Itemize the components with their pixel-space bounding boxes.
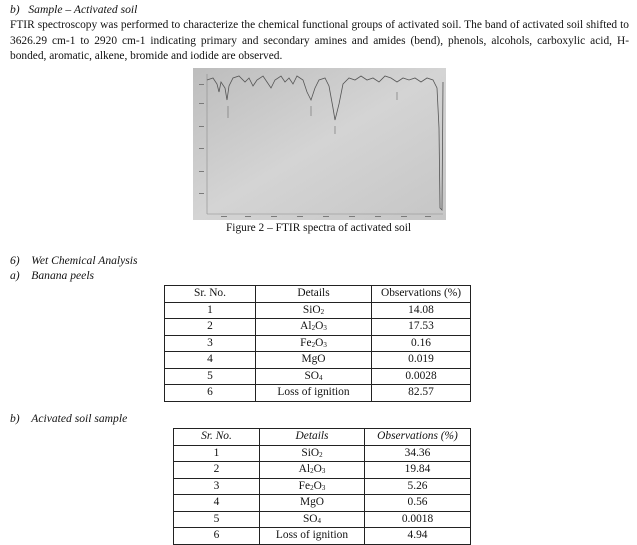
formula-subscript: 3 — [321, 467, 326, 476]
table-row — [174, 528, 471, 545]
ftir-spectrum-image — [193, 68, 446, 220]
table-row — [174, 445, 471, 462]
formula-text: O — [313, 479, 322, 492]
table-row — [165, 319, 471, 336]
table-row — [165, 352, 471, 369]
cell-details — [260, 462, 365, 479]
formula-text: Fe — [300, 336, 312, 349]
col-header-sr-no: Sr. No. — [174, 429, 260, 446]
section-heading-activated-soil-sample — [10, 412, 127, 425]
cell-observation: 17.53 — [372, 319, 471, 336]
formula-text: SO — [304, 369, 320, 382]
table-row — [174, 462, 471, 479]
cell-details — [260, 528, 365, 545]
section-heading-sample — [10, 3, 137, 16]
formula-text: Loss of ignition — [275, 529, 349, 542]
table-row — [174, 478, 471, 495]
formula-text: Al — [298, 463, 311, 476]
col-header-details: Details — [260, 429, 365, 446]
table-row — [165, 368, 471, 385]
cell-observation: 0.019 — [372, 352, 471, 369]
formula-text: SiO — [302, 303, 321, 316]
cell-sr-no: 2 — [165, 319, 256, 336]
table-row — [165, 335, 471, 352]
col-header-observations: Observations (%) — [372, 286, 471, 303]
cell-details — [260, 495, 365, 512]
section-number: b) — [10, 3, 20, 16]
formula-text: O — [313, 463, 322, 476]
cell-details — [260, 445, 365, 462]
cell-sr-no: 3 — [174, 478, 260, 495]
cell-sr-no: 2 — [174, 462, 260, 479]
formula-subscript: 3 — [321, 483, 326, 492]
cell-sr-no: 3 — [165, 335, 256, 352]
cell-observation: 5.26 — [365, 478, 471, 495]
formula-subscript: 4 — [317, 516, 322, 525]
formula-subscript: 2 — [320, 307, 325, 316]
table-row — [165, 302, 471, 319]
table-header-row — [165, 286, 471, 303]
section-heading-banana-peels — [10, 269, 94, 282]
cell-sr-no: 1 — [165, 302, 256, 319]
formula-subscript: 3 — [323, 324, 327, 333]
cell-observation: 82.57 — [372, 385, 471, 402]
cell-observation: 0.0028 — [372, 368, 471, 385]
section-title: Wet Chemical Analysis — [31, 254, 138, 267]
formula-text: MgO — [301, 353, 326, 366]
cell-observation: 14.08 — [372, 302, 471, 319]
cell-sr-no: 4 — [174, 495, 260, 512]
cell-details — [256, 385, 372, 402]
section-number: a) — [10, 269, 20, 282]
cell-observation: 4.94 — [365, 528, 471, 545]
cell-observation: 19.84 — [365, 462, 471, 479]
cell-sr-no: 1 — [174, 445, 260, 462]
ftir-paragraph: FTIR spectroscopy was performed to characterize the chemical functional groups of activated soil. The band of activated soil shifted to 3626.29 cm-1 to 2920 cm-1 indicating primary and secondary amines and amides (bend), phenols, alcohols, carboxylic acid, H-bonded, aromatic, alkene, bromide and iodide are observed. — [10, 19, 629, 62]
cell-observation: 0.0018 — [365, 511, 471, 528]
formula-text: Loss of ignition — [277, 386, 350, 399]
cell-details — [256, 352, 372, 369]
col-header-details: Details — [256, 286, 372, 303]
col-header-sr-no: Sr. No. — [165, 286, 256, 303]
formula-subscript: 2 — [311, 340, 316, 349]
formula-text: O — [315, 320, 324, 333]
cell-sr-no: 5 — [174, 511, 260, 528]
formula-subscript: 3 — [323, 340, 327, 349]
formula-text: O — [315, 336, 324, 349]
activated-soil-table — [173, 428, 471, 545]
cell-sr-no: 5 — [165, 368, 256, 385]
cell-sr-no: 6 — [174, 528, 260, 545]
ftir-spectrum-figure — [193, 68, 446, 220]
section-title: Sample – Activated soil — [28, 3, 138, 16]
figure-caption: Figure 2 – FTIR spectra of activated soil — [225, 222, 412, 234]
formula-subscript: 2 — [310, 467, 314, 476]
formula-text: MgO — [299, 496, 325, 509]
cell-details — [256, 335, 372, 352]
formula-text: Al — [300, 320, 312, 333]
table-row — [174, 511, 471, 528]
cell-observation: 0.16 — [372, 335, 471, 352]
cell-details — [260, 478, 365, 495]
cell-details — [256, 302, 372, 319]
cell-details — [256, 368, 372, 385]
table-header-row — [174, 429, 471, 446]
cell-details — [260, 511, 365, 528]
cell-observation: 0.56 — [365, 495, 471, 512]
col-header-observations: Observations (%) — [365, 429, 471, 446]
formula-subscript: 2 — [310, 483, 314, 492]
section-heading-wet-analysis — [10, 254, 138, 267]
formula-text: SO — [302, 512, 318, 525]
formula-subscript: 4 — [319, 373, 323, 382]
formula-text: SiO — [301, 446, 320, 459]
formula-text: Fe — [298, 479, 311, 492]
section-number: 6) — [10, 254, 20, 267]
section-title: Banana peels — [31, 269, 95, 282]
formula-subscript: 2 — [319, 450, 323, 459]
cell-observation: 34.36 — [365, 445, 471, 462]
formula-subscript: 2 — [311, 324, 316, 333]
cell-sr-no: 6 — [165, 385, 256, 402]
table-row — [174, 495, 471, 512]
cell-details — [256, 319, 372, 336]
cell-sr-no: 4 — [165, 352, 256, 369]
section-title: Acivated soil sample — [31, 412, 128, 425]
banana-peels-table — [164, 285, 471, 402]
section-number: b) — [10, 412, 20, 425]
table-row — [165, 385, 471, 402]
